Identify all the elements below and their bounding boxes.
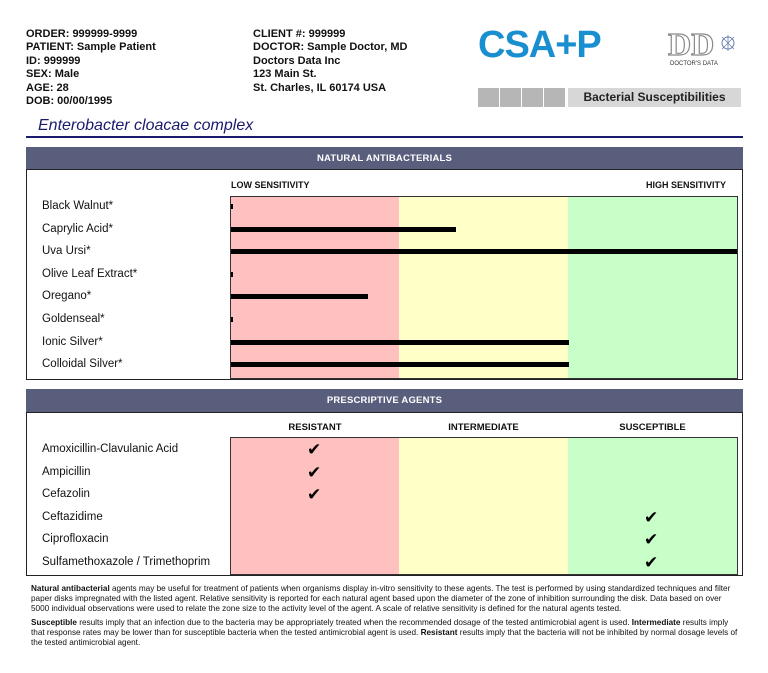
- csap-logo: [478, 24, 618, 64]
- prescriptive-agent-label: Ceftazidime: [42, 510, 103, 523]
- report-header: [478, 88, 741, 107]
- prescriptive-section-title: PRESCRIPTIVE AGENTS: [26, 389, 743, 412]
- sensitivity-bar: [231, 249, 737, 254]
- dd-logo-text: DD: [668, 26, 715, 62]
- header-box: [478, 88, 499, 107]
- low-sensitivity-label: LOW SENSITIVITY: [231, 180, 310, 190]
- header-box: [500, 88, 521, 107]
- high-sensitivity-label: HIGH SENSITIVITY: [646, 180, 727, 190]
- natural-agent-label: Uva Ursi*: [42, 245, 91, 258]
- sensitivity-bar: [231, 340, 569, 345]
- intermediate-header: INTERMEDIATE: [448, 422, 519, 433]
- order-number: ORDER: 999999-9999: [26, 28, 138, 40]
- prescriptive-agent-label: Ciprofloxacin: [42, 533, 109, 546]
- checkmark-icon: ✔: [644, 553, 659, 572]
- footnotes: [31, 584, 741, 651]
- patient-sex: SEX: Male: [26, 68, 80, 81]
- natural-agent-label: Olive Leaf Extract*: [42, 267, 138, 280]
- checkmark-icon: ✔: [644, 530, 659, 550]
- sensitivity-bar: [231, 294, 368, 299]
- doctor-name: DOCTOR: Sample Doctor, MD: [253, 41, 408, 54]
- patient-age: AGE: 28: [26, 81, 69, 94]
- sensitivity-bar: [231, 317, 233, 322]
- footnote-natural: Natural antibacterial agents may be useful for treatment of patients when organisms display in-vitro sensitivity to these agents. The test is performed by using standardized techniques and filter paper disks impregnated with the listed agent. Relative sensitivity is reported for each natural agent based upon the diameter of the zone of inhibition surrounding the disk. Data based on over 5000 individual observations were used to relate the zone size to the activity level of the agent. A scale of relative sensitivity is defined for the natural agents tested.: [31, 584, 731, 614]
- prescriptive-agent-label: Cefazolin: [42, 488, 90, 501]
- natural-grid-frame: [230, 196, 738, 379]
- prescriptive-agent-label: Amoxicillin-Clavulanic Acid: [42, 443, 179, 455]
- natural-section-title: NATURAL ANTIBACTERIALS: [26, 147, 743, 170]
- checkmark-icon: ✔: [307, 462, 322, 482]
- natural-agent-label: Ionic Silver*: [42, 335, 103, 348]
- practice-name: Doctors Data Inc: [253, 54, 341, 67]
- natural-agent-label: Goldenseal*: [42, 313, 105, 325]
- prescriptive-agent-label: Ampicillin: [42, 465, 91, 478]
- header-box: [544, 88, 565, 107]
- checkmark-icon: ✔: [307, 485, 322, 505]
- prescriptive-agent-label: Sulfamethoxazole / Trimethoprim: [42, 556, 211, 568]
- natural-agent-label: Caprylic Acid*: [42, 222, 113, 235]
- city-address: St. Charles, IL 60174 USA: [253, 81, 387, 94]
- checkmark-icon: ✔: [307, 440, 322, 459]
- patient-dob: DOB: 00/00/1995: [26, 95, 113, 108]
- natural-agent-label: Oregano*: [42, 290, 92, 303]
- sensitivity-bar: [231, 204, 233, 209]
- patient-id: ID: 999999: [26, 54, 81, 67]
- header-box: [522, 88, 543, 107]
- susceptible-header: SUSCEPTIBLE: [619, 422, 686, 433]
- sensitivity-bar: [231, 227, 456, 232]
- patient-info: [26, 28, 156, 108]
- resistant-header: RESISTANT: [288, 422, 342, 433]
- csap-logo-text: CSA+P: [478, 24, 601, 64]
- organism-divider: [26, 136, 743, 138]
- checkmark-icon: ✔: [644, 507, 659, 527]
- dd-logo-subtext: DOCTOR'S DATA: [670, 61, 718, 67]
- street-address: 123 Main St.: [253, 68, 317, 81]
- sensitivity-bar: [231, 362, 569, 367]
- patient-name: PATIENT: Sample Patient: [26, 41, 156, 54]
- organism-name: Enterobacter cloacae complex: [38, 117, 254, 134]
- natural-agent-label: Black Walnut*: [42, 200, 114, 212]
- footnote-interpretation: Susceptible results imply that an infection due to the bacteria may be appropriately treated when the recommended dosage of the tested antimicrobial agent is used. Intermediate results imply that response rates may be lower than for susceptible bacteria when the tested antimicrobial agent is used. Resistant results imply that the bacteria will not be inhibited by normal dosage levels of the tested antimicrobial agent.: [31, 617, 738, 648]
- sensitivity-bar: [231, 272, 233, 277]
- doctors-data-logo: [666, 25, 744, 69]
- report-title: Bacterial Susceptibilities: [568, 88, 741, 107]
- client-number: CLIENT #: 999999: [253, 28, 346, 40]
- natural-agent-label: Colloidal Silver*: [42, 358, 123, 371]
- client-info: [253, 28, 407, 95]
